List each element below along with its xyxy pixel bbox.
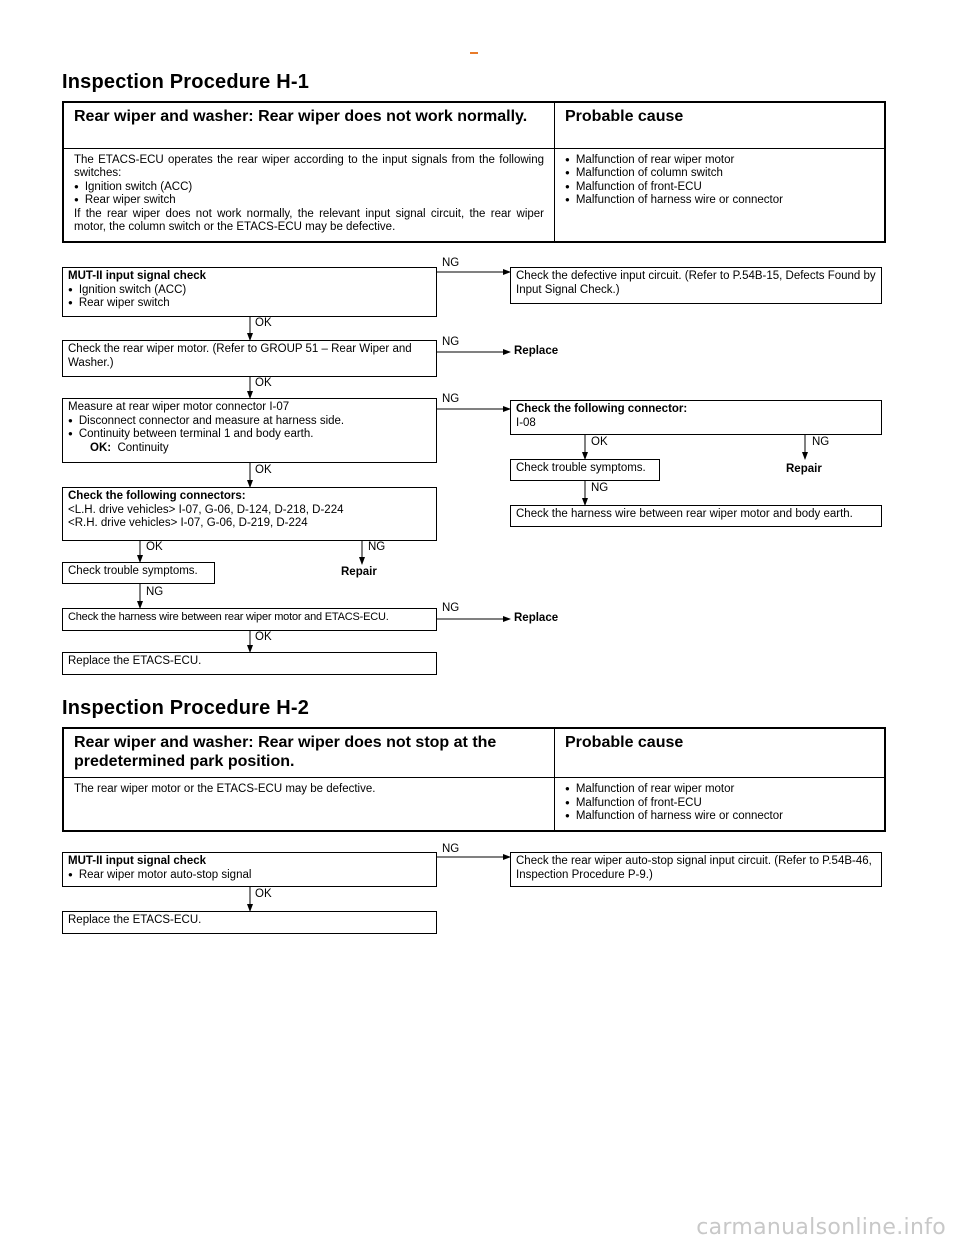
list-item: ● Continuity between terminal 1 and body earth. — [68, 428, 431, 442]
section-title-h1: Inspection Procedure H-1 — [62, 71, 310, 93]
ng-label: NG — [442, 393, 460, 405]
list-item: ● Malfunction of rear wiper motor — [565, 154, 874, 168]
list-item: ● Disconnect connector and measure at harness side. — [68, 415, 431, 429]
ng-label: NG — [442, 843, 460, 855]
repair-label: Repair — [786, 463, 822, 475]
symptom-description: The rear wiper motor or the ETACS-ECU may be defective. — [63, 778, 555, 831]
probable-cause-header: Probable cause — [555, 728, 886, 778]
symptom-description: The ETACS-ECU operates the rear wiper according to the input signals from the following switches: ● Ignition switch (ACC) ● Rear wiper switch If the rear wiper does not work normally, the relevant input signal circuit, the rear wiper motor, the column switch or the ETACS-ECU may be defective. — [63, 148, 555, 242]
section-title-h2: Inspection Procedure H-2 — [62, 697, 310, 719]
ok-label: OK — [255, 377, 272, 389]
list-item: ● Rear wiper switch — [74, 194, 544, 208]
list-item: ● Malfunction of front-ECU — [565, 181, 874, 195]
flow-step-input-signal-check: MUT-II input signal check ● Rear wiper motor auto-stop signal — [62, 852, 437, 887]
flow-step-check-connectors: Check the following connectors: <L.H. drive vehicles> I-07, G-06, D-124, D-218, D-224 <R.H. drive vehicles> I-07, G-06, D-219, D-224 — [62, 487, 437, 541]
ng-label: NG — [442, 602, 460, 614]
list-item: ● Ignition switch (ACC) — [68, 284, 431, 298]
list-item: ● Rear wiper switch — [68, 297, 431, 311]
list-item: ● Ignition switch (ACC) — [74, 181, 544, 195]
flow-step-replace-etacs-ecu: Replace the ETACS-ECU. — [62, 911, 437, 934]
ok-label: OK — [255, 888, 272, 900]
ok-label: OK — [146, 541, 163, 553]
flow-step-check-trouble-symptoms: Check trouble symptoms. — [510, 459, 660, 481]
flow-step-defective-input-circuit: Check the defective input circuit. (Refer to P.54B-15, Defects Found by Input Signal Check.) — [510, 267, 882, 304]
ng-label: NG — [591, 482, 609, 494]
symptom-header: Rear wiper and washer: Rear wiper does not stop at the predetermined park position. — [63, 728, 555, 778]
flow-step-check-rear-wiper-motor: Check the rear wiper motor. (Refer to GROUP 51 – Rear Wiper and Washer.) — [62, 340, 437, 377]
watermark: carmanualsonline.info — [696, 1215, 946, 1240]
list-item: ● Malfunction of rear wiper motor — [565, 783, 874, 797]
ng-label: NG — [146, 586, 164, 598]
flow-step-harness-wire-etacs: Check the harness wire between rear wiper motor and ETACS-ECU. — [62, 608, 437, 631]
ok-label: OK — [255, 317, 272, 329]
flow-step-harness-wire-body-earth: Check the harness wire between rear wiper motor and body earth. — [510, 505, 882, 527]
ng-label: NG — [442, 336, 460, 348]
flow-step-check-trouble-symptoms: Check trouble symptoms. — [62, 562, 215, 584]
ng-label: NG — [368, 541, 386, 553]
ng-label: NG — [442, 257, 460, 269]
flow-step-replace-etacs-ecu: Replace the ETACS-ECU. — [62, 652, 437, 675]
probable-cause-header: Probable cause — [555, 102, 886, 148]
flow-step-check-connector-i08: Check the following connector: I-08 — [510, 400, 882, 435]
list-item: ● Malfunction of column switch — [565, 167, 874, 181]
flow-step-measure-connector: Measure at rear wiper motor connector I-07 ● Disconnect connector and measure at harness side. ● Continuity between terminal 1 and body earth. OK: Continuity — [62, 398, 437, 463]
list-item: ● Rear wiper motor auto-stop signal — [68, 869, 431, 883]
ok-label: OK — [591, 436, 608, 448]
list-item: ● Malfunction of harness wire or connector — [565, 194, 874, 208]
ok-label: OK — [255, 464, 272, 476]
list-item: ● Malfunction of front-ECU — [565, 797, 874, 811]
procedure-table-h2 — [62, 727, 886, 832]
replace-label: Replace — [514, 345, 559, 357]
replace-label: Replace — [514, 612, 559, 624]
probable-cause-list — [555, 778, 886, 831]
symptom-header: Rear wiper and washer: Rear wiper does not work normally. — [63, 102, 555, 148]
list-item: ● Malfunction of harness wire or connector — [565, 810, 874, 824]
ok-label: OK — [255, 631, 272, 643]
flow-step-auto-stop-signal-circuit: Check the rear wiper auto-stop signal input circuit. (Refer to P.54B-46, Inspection Procedure P-9.) — [510, 852, 882, 887]
repair-label: Repair — [341, 566, 377, 578]
ng-label: NG — [812, 436, 830, 448]
flow-step-input-signal-check: MUT-II input signal check ● Ignition switch (ACC) ● Rear wiper switch — [62, 267, 437, 317]
